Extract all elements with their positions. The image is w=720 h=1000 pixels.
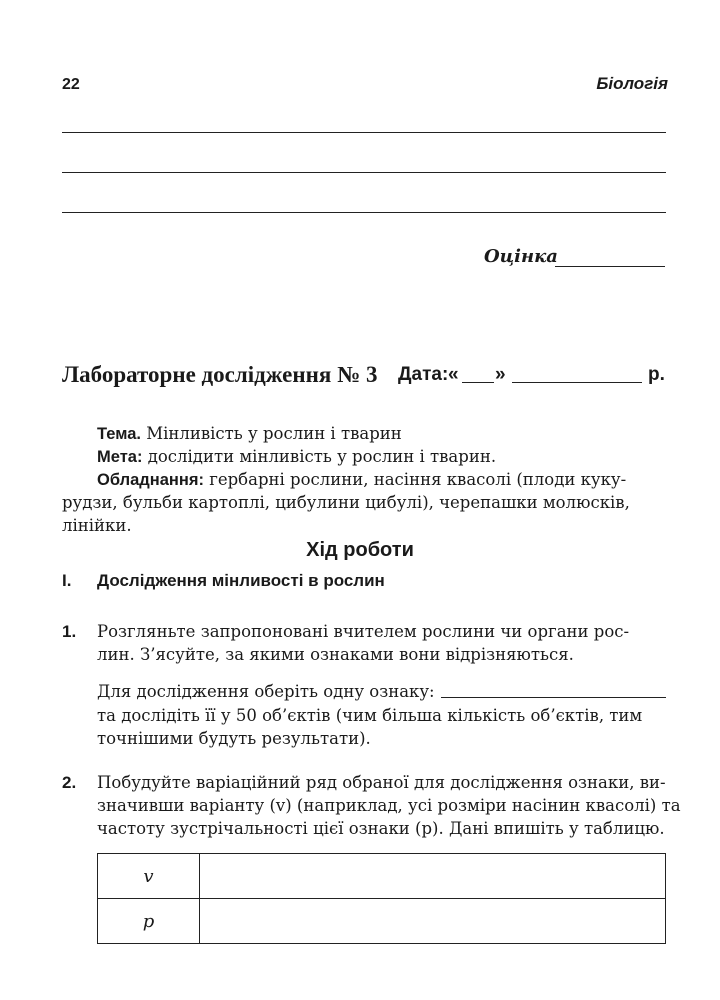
equipment-text: гербарні рослини, насіння квасолі (плоди куку- <box>203 470 627 489</box>
step-2-line-2: значивши варіанту (v) (наприклад, усі розміри насінин квасолі) та <box>97 796 681 815</box>
step-1-line-3: Для дослідження оберіть одну ознаку: <box>97 682 435 701</box>
table-row <box>98 899 666 944</box>
answer-line-3[interactable] <box>62 212 666 213</box>
date-quote-open: « <box>448 364 459 385</box>
section-title: Дослідження мінливості в рослин <box>97 571 385 590</box>
equipment-line <box>97 468 669 492</box>
equipment-line-2: рудзи, бульби картоплі, цибулини цибулі), черепашки молюсків, <box>62 493 630 512</box>
page-number: 22 <box>62 76 80 93</box>
topic-line <box>97 422 669 446</box>
p-label: p <box>98 899 200 944</box>
date-label: Дата: <box>398 364 449 385</box>
step-2-number: 2. <box>62 773 77 792</box>
grade-label: Оцінка <box>484 246 558 267</box>
date-month-field[interactable] <box>512 382 642 383</box>
step-1-line-1: Розгляньте запропоновані вчителем рослини чи органи рос- <box>97 622 630 641</box>
goal-label: Мета: <box>97 448 143 466</box>
work-title: Хід роботи <box>306 539 414 561</box>
table-row <box>98 854 666 899</box>
answer-line-1[interactable] <box>62 132 666 133</box>
topic-label: Тема. <box>97 425 141 443</box>
equipment-line-3: лінійки. <box>62 516 132 535</box>
date-day-field[interactable] <box>462 382 494 383</box>
topic-text: Мінливість у рослин і тварин <box>140 424 402 443</box>
step-1-number: 1. <box>62 622 77 641</box>
v-label: v <box>98 854 200 899</box>
equipment-label: Обладнання: <box>97 471 204 489</box>
section-number: I. <box>62 571 72 590</box>
date-quote-close: » <box>495 364 506 385</box>
step-2-line-1: Побудуйте варіаційний ряд обраної для дослідження ознаки, ви- <box>97 773 666 792</box>
step-1-line-5: точнішими будуть результати). <box>97 729 371 748</box>
step-2-line-3: частоту зустрічальності цієї ознаки (p). Дані впишіть у таблицю. <box>97 819 665 838</box>
date-year-suffix: р. <box>648 364 665 385</box>
grade-field[interactable] <box>555 266 665 267</box>
p-values-cell[interactable] <box>200 899 666 944</box>
variation-table <box>97 853 666 944</box>
goal-text: дослідити мінливість у рослин і тварин. <box>142 447 497 466</box>
lab-title: Лабораторне дослідження № 3 <box>62 362 378 387</box>
step-1-line-2: лин. З’ясуйте, за якими ознаками вони відрізняються. <box>97 645 574 664</box>
step-1-line-4: та дослідіть її у 50 об’єктів (чим більша кількість об’єктів, тим <box>97 706 643 725</box>
answer-line-2[interactable] <box>62 172 666 173</box>
goal-line <box>97 445 669 469</box>
v-values-cell[interactable] <box>200 854 666 899</box>
feature-answer-field[interactable] <box>441 697 666 698</box>
subject-title: Біологія <box>596 74 668 93</box>
